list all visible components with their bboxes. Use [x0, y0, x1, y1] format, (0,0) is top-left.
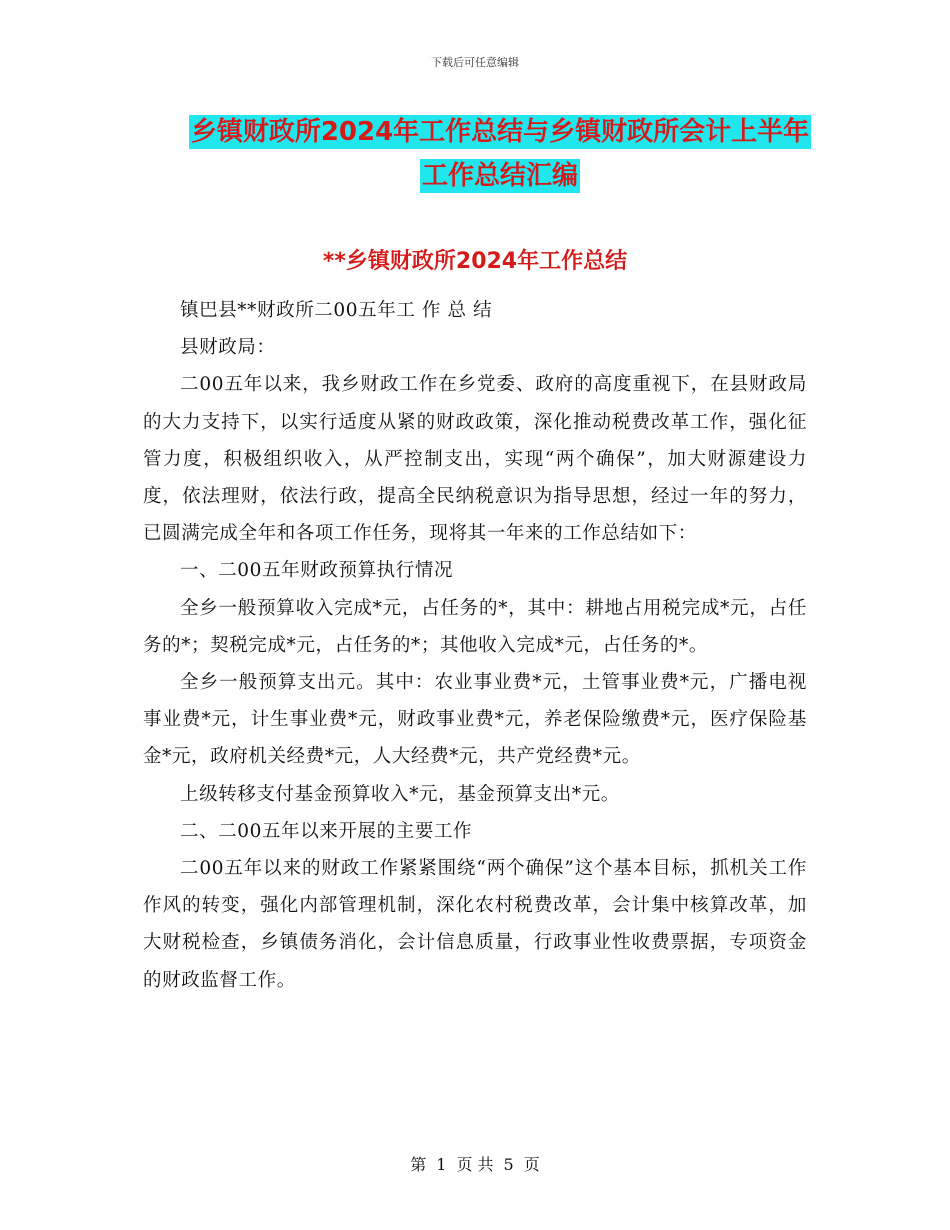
- footer-total-pages: 5: [503, 1155, 514, 1174]
- paragraph-expenditure: 全乡一般预算支出元。其中：农业事业费*元，土管事业费*元，广播电视事业费*元，计生事业费*元，财政事业费*元，养老保险缴费*元，医疗保险基金*元，政府机关经费*元，人大经费*元，共产党经费*元。: [143, 672, 807, 768]
- document-title: [140, 110, 860, 198]
- paragraph-income: 全乡一般预算收入完成*元，占任务的*，其中：耕地占用税完成*元，占任务的*；契税完成*元，占任务的*；其他收入完成*元，占任务的*。: [143, 597, 807, 656]
- document-title-line-1: 乡镇财政所2024年工作总结与乡镇财政所会计上半年: [190, 117, 810, 147]
- paragraph-salutation: 县财政局：: [180, 337, 276, 359]
- page-footer: [0, 1152, 950, 1175]
- footer-prefix: 第: [410, 1155, 427, 1174]
- page-header-note: 下载后可任意编辑: [431, 56, 519, 69]
- paragraph-subheading-1: 一、二00五年财政预算执行情况: [180, 560, 454, 582]
- document-title-line-2: 工作总结汇编: [421, 161, 578, 191]
- section-heading: **乡镇财政所2024年工作总结: [322, 249, 628, 274]
- footer-page-number: 1: [436, 1155, 447, 1174]
- paragraph-intro: 二00五年以来，我乡财政工作在乡党委、政府的高度重视下，在县财政局的大力支持下，以实行适度从紧的财政政策，深化推动税费改革工作，强化征管力度，积极组织收入，从严控制支出，实现“两个确保”，加大财源建设力度，依法理财，依法行政，提高全民纳税意识为指导思想，经过一年的努力，已圆满完成全年和各项工作任务，现将其一年来的工作总结如下：: [143, 374, 807, 545]
- paragraph-subheading-2: 二、二00五年以来开展的主要工作: [180, 820, 473, 842]
- paragraph-heading-line: 镇巴县**财政所二00五年工 作 总 结: [180, 300, 493, 321]
- paragraph-main-work: 二00五年以来的财政工作紧紧围绕“两个确保”这个基本目标，抓机关工作作风的转变，强化内部管理机制，深化农村税费改革，会计集中核算改革，加大财税检查，乡镇债务消化，会计信息质量，行政事业性收费票据，专项资金的财政监督工作。: [143, 858, 807, 991]
- footer-suffix: 页: [523, 1155, 540, 1174]
- paragraph-transfer: 上级转移支付基金预算收入*元，基金预算支出*元。: [180, 783, 620, 805]
- footer-mid: 页 共: [456, 1155, 494, 1174]
- document-body: [143, 292, 807, 999]
